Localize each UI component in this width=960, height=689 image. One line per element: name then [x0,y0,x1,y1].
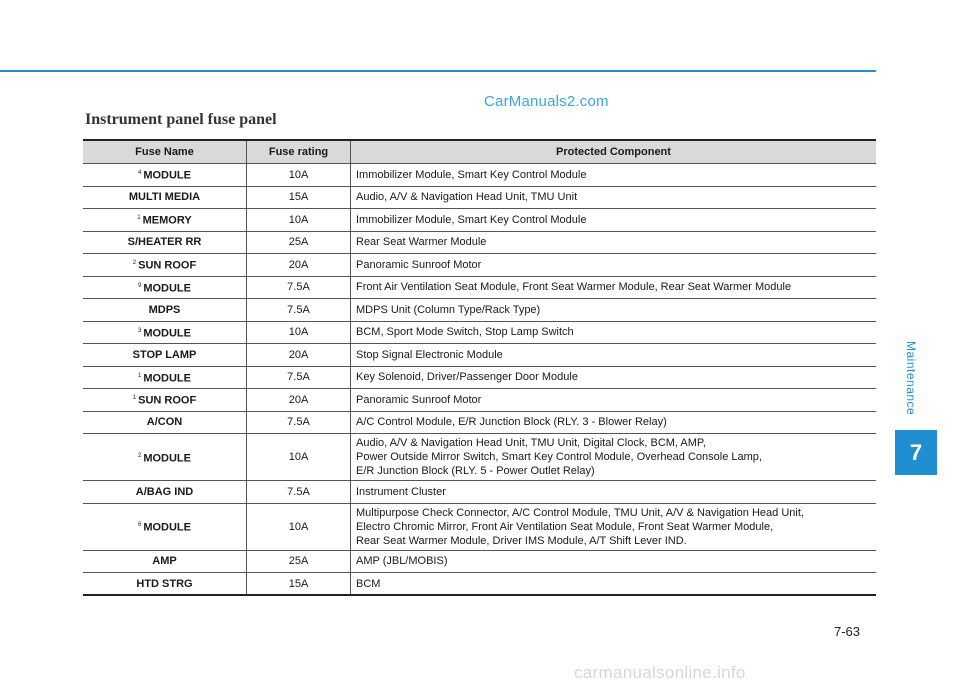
fuse-superscript: 1 [137,372,142,379]
protected-component [351,434,877,481]
fuse-name: MODULE [143,521,191,534]
component-line: A/C Control Module, E/R Junction Block (RLY. 3 - Blower Relay) [356,416,667,429]
fuse-name-cell [83,299,247,322]
component-line: AMP (JBL/MOBIS) [356,555,448,568]
fuse-rating: 7.5A [247,411,351,434]
table-row [83,434,876,481]
protected-component [351,231,877,254]
table-row [83,411,876,434]
protected-component [351,321,877,344]
table-row [83,344,876,367]
fuse-name-cell [83,550,247,573]
fuse-rating: 10A [247,321,351,344]
protected-component [351,550,877,573]
table-row [83,550,876,573]
fuse-rating: 7.5A [247,366,351,389]
fuse-rating: 10A [247,209,351,232]
watermark-bottom: carmanualsonline.info [574,663,746,682]
component-line: Stop Signal Electronic Module [356,348,503,361]
table-row [83,186,876,209]
fuse-name: HTD STRG [136,577,193,590]
protected-component [351,366,877,389]
fuse-name-cell [83,573,247,596]
fuse-name: MDPS [148,303,181,316]
fuse-name-cell [83,481,247,504]
component-line: BCM, Sport Mode Switch, Stop Lamp Switch [356,326,574,339]
fuse-rating: 10A [247,503,351,550]
fuse-rating: 25A [247,231,351,254]
table-row [83,321,876,344]
page-number: 7-63 [834,624,861,639]
fuse-superscript: 2 [132,260,137,267]
component-line: BCM [356,577,381,590]
fuse-rating: 25A [247,550,351,573]
fuse-name-cell [83,276,247,299]
header-rule [0,70,876,72]
fuse-rating: 10A [247,164,351,187]
fuse-name: SUN ROOF [138,260,197,273]
protected-component [351,481,877,504]
fuse-name-cell [83,389,247,412]
fuse-name: AMP [152,555,177,568]
table-row [83,276,876,299]
fuse-name-cell [83,344,247,367]
fuse-superscript: 3 [137,327,142,334]
fuse-superscript: 1 [137,215,141,222]
protected-component [351,411,877,434]
fuse-rating: 20A [247,389,351,412]
fuse-name: A/CON [146,416,183,429]
fuse-name: A/BAG IND [135,485,194,498]
component-line: Rear Seat Warmer Module [356,236,487,249]
fuse-rating: 20A [247,344,351,367]
fuse-name: SUN ROOF [138,395,197,408]
fuse-name: MODULE [143,282,191,295]
protected-component [351,503,877,550]
component-line: Front Air Ventilation Seat Module, Front Seat Warmer Module, Rear Seat Warmer Module [356,281,792,294]
table-row [83,231,876,254]
protected-component [351,573,877,596]
fuse-name: MULTI MEDIA [128,191,201,204]
header-fuse-rating: Fuse rating [247,140,351,164]
table-row [83,299,876,322]
fuse-name: MODULE [143,452,191,465]
fuse-superscript: 6 [137,522,142,529]
table-header-row [83,140,876,164]
component-line: Panoramic Sunroof Motor [356,393,482,406]
fuse-name: STOP LAMP [132,348,197,361]
table-row [83,209,876,232]
fuse-rating: 15A [247,573,351,596]
fuse-superscript: 2 [137,452,142,459]
table-row [83,573,876,596]
fuse-name-cell [83,434,247,481]
table-row [83,366,876,389]
table-row [83,254,876,277]
fuse-table [83,139,876,596]
fuse-rating: 7.5A [247,481,351,504]
fuse-name-cell [83,366,247,389]
component-line: Immobilizer Module, Smart Key Control Module [356,168,587,181]
fuse-name-cell [83,503,247,550]
fuse-name-cell [83,254,247,277]
protected-component [351,209,877,232]
protected-component [351,276,877,299]
fuse-name-cell [83,164,247,187]
protected-component [351,164,877,187]
fuse-name-cell [83,186,247,209]
fuse-name-cell [83,321,247,344]
fuse-name: MODULE [143,170,191,183]
header-protected-component: Protected Component [351,140,877,164]
component-line: Audio, A/V & Navigation Head Unit, TMU Unit, Digital Clock, BCM, AMP, [356,437,706,449]
component-line: Panoramic Sunroof Motor [356,258,482,271]
header-fuse-name: Fuse Name [83,140,247,164]
fuse-superscript: 9 [137,282,142,289]
component-line: Instrument Cluster [356,485,446,498]
fuse-rating: 7.5A [247,299,351,322]
component-line: MDPS Unit (Column Type/Rack Type) [356,303,541,316]
fuse-rating: 15A [247,186,351,209]
fuse-rating: 7.5A [247,276,351,299]
fuse-rating: 20A [247,254,351,277]
component-line: E/R Junction Block (RLY. 5 - Power Outlet Relay) [356,465,595,477]
fuse-name-cell [83,411,247,434]
chapter-tab: 7 [895,430,937,475]
component-line: Electro Chromic Mirror, Front Air Ventilation Seat Module, Front Seat Warmer Module, [356,520,774,533]
page-title: Instrument panel fuse panel [85,111,277,128]
fuse-superscript: 4 [137,170,142,177]
component-line: Key Solenoid, Driver/Passenger Door Module [356,371,578,384]
component-line: Multipurpose Check Connector, A/C Control Module, TMU Unit, A/V & Navigation Head Unit, [356,506,804,519]
component-line: Power Outside Mirror Switch, Smart Key Control Module, Overhead Console Lamp, [356,451,762,463]
watermark-top: CarManuals2.com [484,93,609,110]
fuse-name-cell [83,231,247,254]
table-body [83,164,876,596]
table-row [83,503,876,550]
protected-component [351,254,877,277]
component-line: Immobilizer Module, Smart Key Control Module [356,213,587,226]
fuse-name: MEMORY [142,215,192,228]
component-line: Audio, A/V & Navigation Head Unit, TMU Unit [356,191,578,204]
fuse-name: S/HEATER RR [127,236,202,249]
chapter-side-label: Maintenance [904,341,918,416]
fuse-name-cell [83,209,247,232]
fuse-name: MODULE [143,372,191,385]
table-row [83,481,876,504]
protected-component [351,299,877,322]
fuse-name: MODULE [143,327,191,340]
table-row [83,164,876,187]
component-line: Rear Seat Warmer Module, Driver IMS Module, A/T Shift Lever IND. [356,534,687,547]
fuse-superscript: 1 [132,395,137,402]
protected-component [351,344,877,367]
fuse-rating: 10A [247,434,351,481]
protected-component [351,389,877,412]
table-row [83,389,876,412]
protected-component [351,186,877,209]
